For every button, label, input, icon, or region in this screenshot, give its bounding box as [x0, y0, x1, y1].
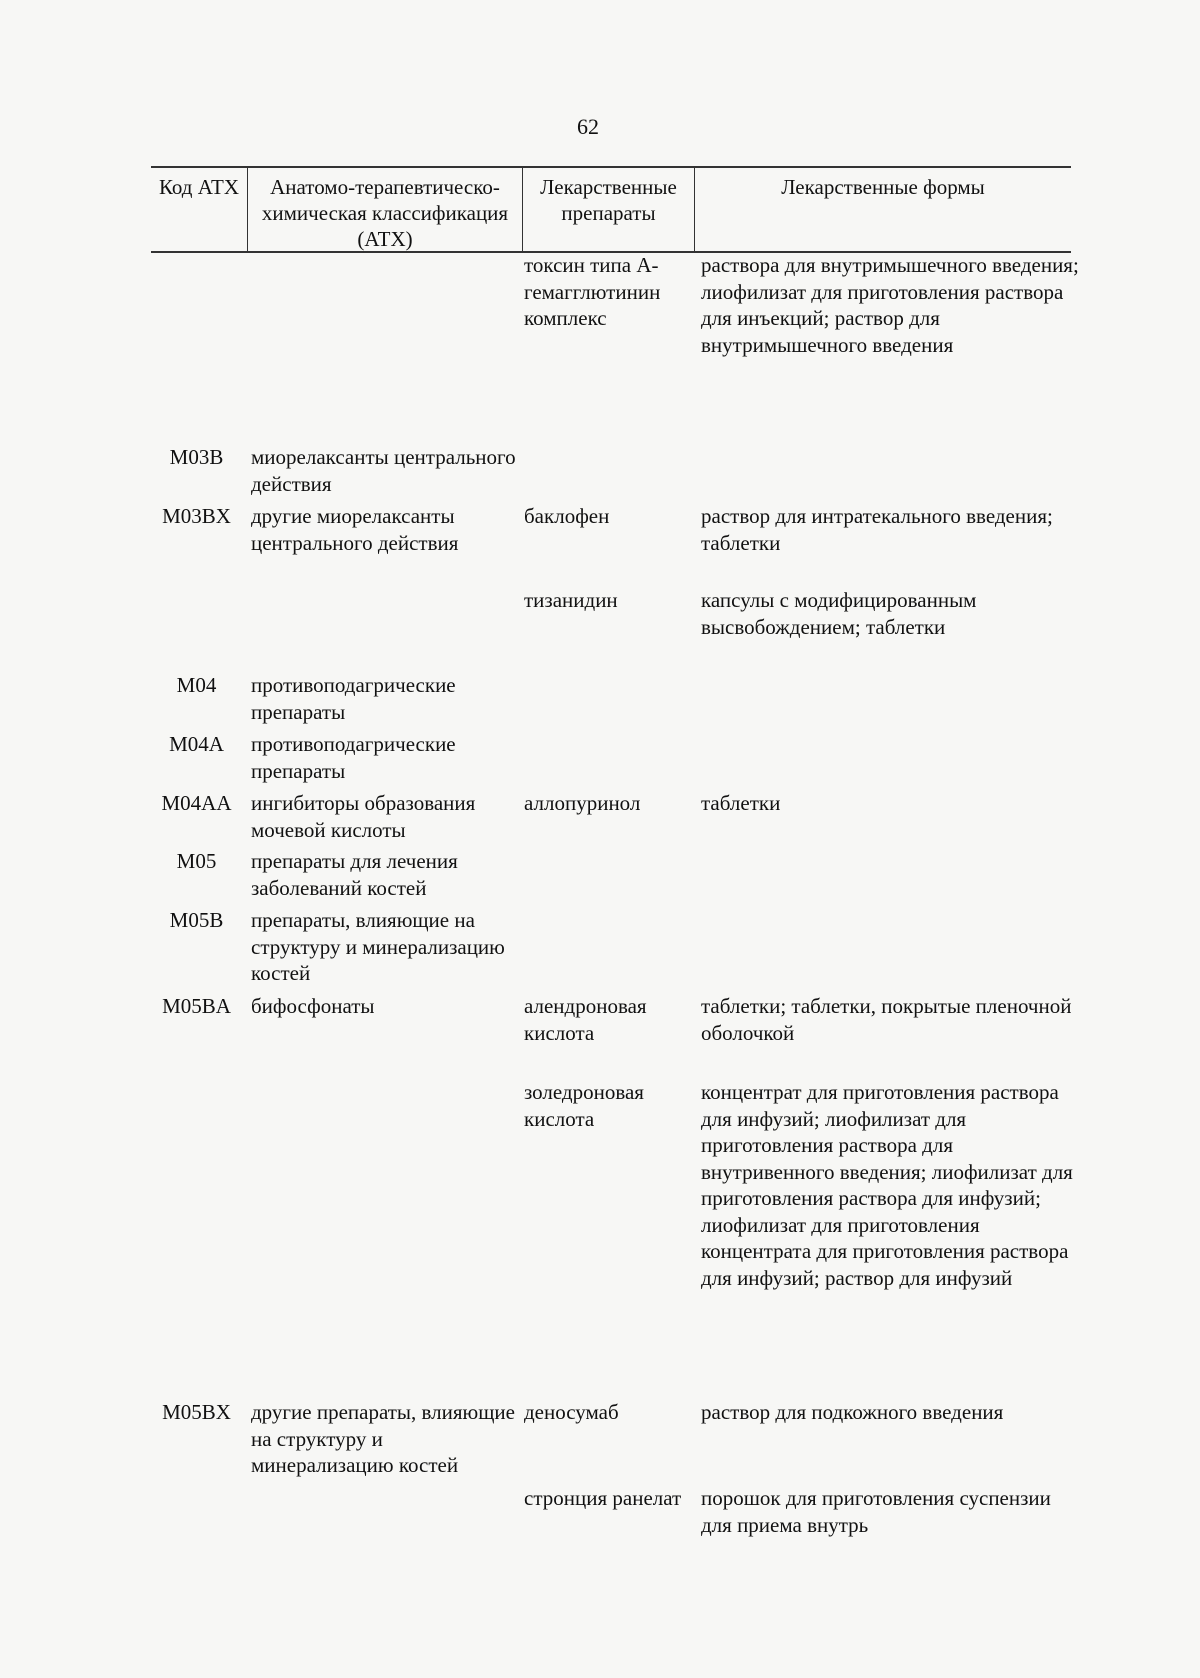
atc-classification: другие препараты, влияющие на структуру и минерализацию костей: [251, 1400, 515, 1477]
drug-name: аллопуринол: [524, 791, 641, 815]
atc-code: M05B: [169, 908, 224, 932]
atc-code: M04A: [169, 732, 224, 756]
drug-name: токсин типа А-гемагглютинин комплекс: [524, 253, 661, 330]
atc-classification: противоподагрические препараты: [251, 673, 456, 724]
atc-classification: бифосфонаты: [251, 994, 375, 1018]
atc-classification: препараты, влияющие на структуру и минерализацию костей: [251, 908, 505, 985]
dosage-forms: порошок для приготовления суспензии для приема внутрь: [701, 1486, 1051, 1537]
header-classification: Анатомо-терапевтическо-химическая классификация (АТХ): [248, 168, 523, 251]
atc-classification: препараты для лечения заболеваний костей: [251, 849, 458, 900]
atc-code: M03B: [169, 445, 224, 469]
atc-classification: миорелаксанты центрального действия: [251, 445, 516, 496]
page-number: 62: [577, 114, 599, 139]
dosage-forms: раствора для внутримышечного введения; лиофилизат для приготовления раствора для инъекций; раствор для внутримышечного введения: [701, 253, 1079, 357]
dosage-forms: таблетки; таблетки, покрытые пленочной оболочкой: [701, 994, 1072, 1045]
drug-name: баклофен: [524, 504, 610, 528]
atc-code: M04: [176, 673, 217, 697]
dosage-forms: таблетки: [701, 791, 781, 815]
atc-code: M04AA: [161, 791, 232, 815]
drug-name: деносумаб: [524, 1400, 619, 1424]
atc-code: M03BX: [162, 504, 231, 528]
dosage-forms: капсулы с модифицированным высвобождением; таблетки: [701, 588, 977, 639]
table-body: [151, 253, 1079, 1653]
atc-code: M05: [176, 849, 217, 873]
header-forms: Лекарственные формы: [781, 175, 985, 199]
dosage-forms: раствор для интратекального введения; таблетки: [701, 504, 1053, 555]
dosage-forms: концентрат для приготовления раствора для инфузий; лиофилизат для приготовления раствора для внутривенного введения; лиофилизат для приготовления раствора для инфузий; лиофилизат для приготовления концентрата для приготовления раствора для инфузий; раствор для инфузий: [701, 1080, 1073, 1290]
atc-classification: противоподагрические препараты: [251, 732, 456, 783]
drug-name: алендроновая кислота: [524, 994, 647, 1045]
atc-classification: другие миорелаксанты центрального действия: [251, 504, 459, 555]
atc-table: [151, 166, 1079, 1653]
atc-code: M05BA: [162, 994, 231, 1018]
drug-name: стронция ранелат: [524, 1486, 682, 1510]
header-code: Код АТХ: [151, 168, 248, 251]
atc-classification: ингибиторы образования мочевой кислоты: [251, 791, 476, 842]
header-drugs: Лекарственные препараты: [523, 168, 695, 251]
table-header: [151, 166, 1071, 253]
atc-code: M05BX: [162, 1400, 231, 1424]
dosage-forms: раствор для подкожного введения: [701, 1400, 1004, 1424]
drug-name: тизанидин: [524, 588, 618, 612]
drug-name: золедроновая кислота: [524, 1080, 644, 1131]
